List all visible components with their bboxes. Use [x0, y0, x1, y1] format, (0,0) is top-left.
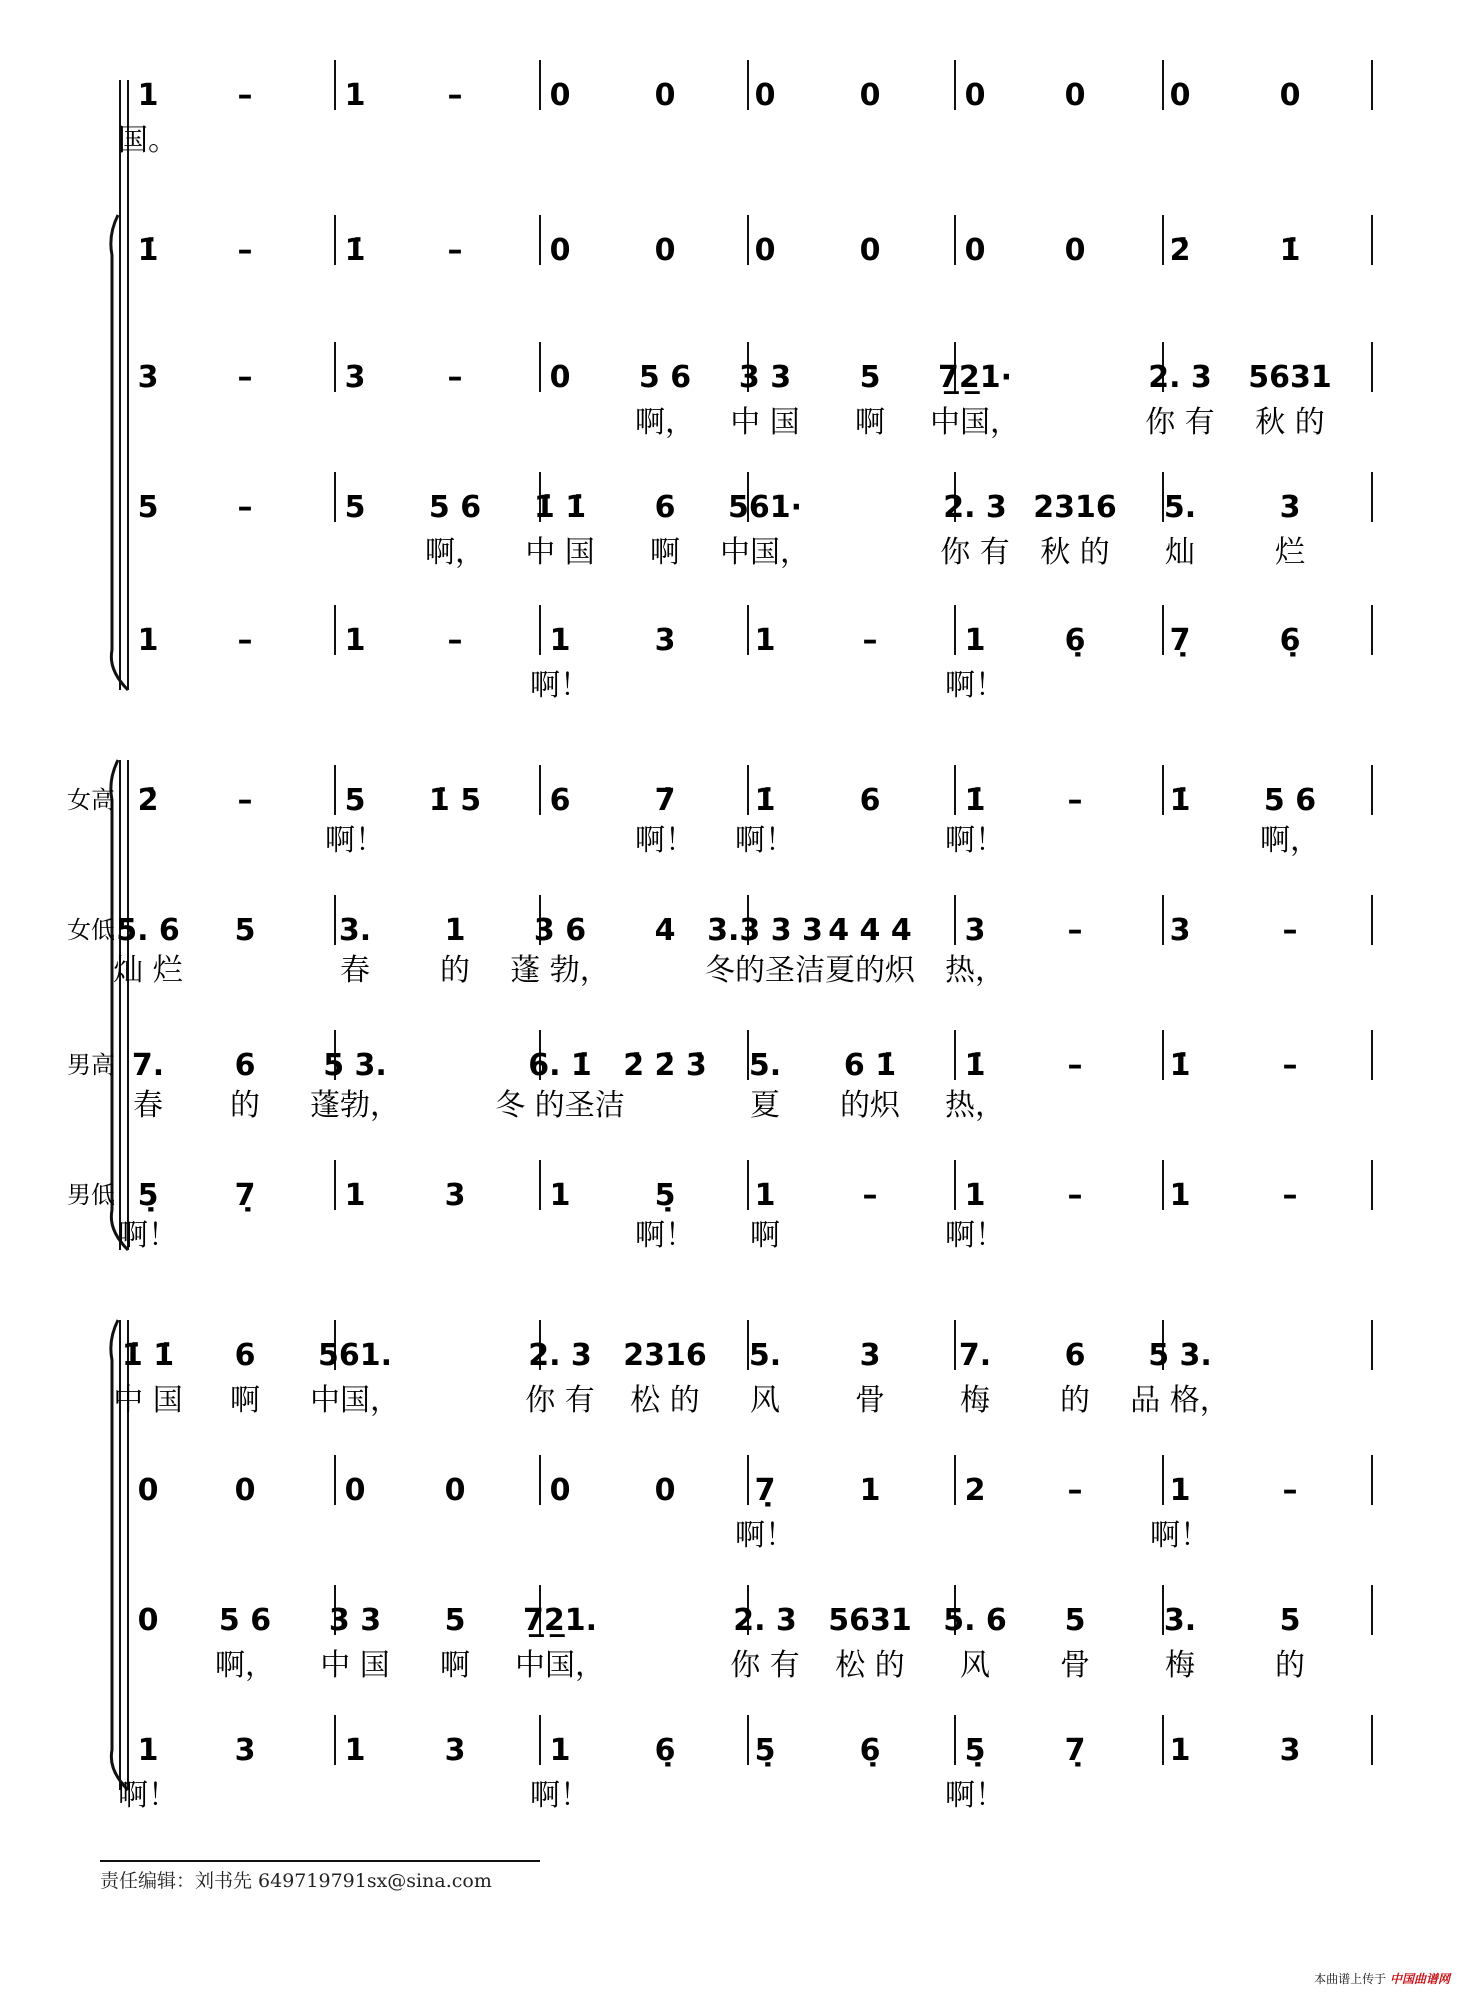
note: 5: [344, 783, 366, 818]
lyric: 中 国: [113, 1383, 183, 1418]
lyric: 中国，: [310, 1383, 400, 1418]
note: 0: [654, 78, 676, 113]
note: –: [1282, 1178, 1298, 1213]
lyric: 国。: [118, 123, 178, 158]
note: 7̣: [234, 1178, 256, 1213]
note: 1: [1169, 1473, 1191, 1508]
lyric: 啊，: [425, 535, 485, 570]
lyric: 蓬 勃，: [510, 953, 610, 988]
editor-credit: 责任编辑：刘书先 649719791sx@sina.com: [100, 1870, 492, 1892]
note: 0: [754, 78, 776, 113]
note: 7̣: [1169, 623, 1191, 658]
note: 1: [137, 1733, 159, 1768]
note: 7̲2̲1·: [937, 360, 1013, 395]
lyric: 热，: [945, 953, 1005, 988]
note: 4: [654, 913, 676, 948]
note: 2. 3: [943, 490, 1007, 525]
note: 3: [234, 1733, 256, 1768]
note: 5.: [748, 1048, 782, 1083]
note: 2̇: [1169, 233, 1191, 268]
note: 1: [964, 1178, 986, 1213]
lyric: 中国，: [720, 535, 810, 570]
note: 5 6: [1263, 783, 1317, 818]
note: 1: [344, 623, 366, 658]
lyric: 的: [440, 953, 470, 988]
note: 3 3: [328, 1603, 382, 1638]
note: 3: [444, 1733, 466, 1768]
note: 1̇ 5: [428, 783, 482, 818]
note: 7.: [131, 1048, 165, 1083]
note: 1̇ 1̇: [121, 1338, 175, 1373]
lyric: 啊: [750, 1218, 780, 1253]
lyric: 啊！: [945, 668, 1005, 703]
lyric: 啊！: [118, 1778, 178, 1813]
lyric: 灿: [1165, 535, 1195, 570]
note: 0: [1064, 78, 1086, 113]
note: –: [447, 78, 463, 113]
note: 5 3.: [1148, 1338, 1212, 1373]
note: –: [237, 783, 253, 818]
note: 2. 3: [528, 1338, 592, 1373]
note: 0: [1064, 233, 1086, 268]
lyric: 品 格，: [1130, 1383, 1230, 1418]
note: –: [1067, 1473, 1083, 1508]
note: 3.3 3 3: [707, 913, 823, 948]
lyric: 啊！: [530, 668, 590, 703]
note: 5: [344, 490, 366, 525]
note: 5̣: [964, 1733, 986, 1768]
note: –: [1067, 1048, 1083, 1083]
note: 1̇: [1279, 233, 1301, 268]
note: 2̇ 2̇ 3̇: [623, 1048, 707, 1083]
note: 3: [654, 623, 676, 658]
note: 6. 1̇: [528, 1048, 592, 1083]
note: 1: [549, 623, 571, 658]
note: 561.: [317, 1338, 393, 1373]
lyric: 风: [750, 1383, 780, 1418]
system-bracket: [120, 80, 128, 690]
note: 3.: [338, 913, 372, 948]
note: 3: [1279, 1733, 1301, 1768]
lyric: 中 国: [730, 405, 800, 440]
note: 6̣: [1064, 623, 1086, 658]
note: 6: [1064, 1338, 1086, 1373]
note: 1: [549, 1733, 571, 1768]
note: 1: [1169, 1178, 1191, 1213]
note: 5: [444, 1603, 466, 1638]
lyric: 风: [960, 1648, 990, 1683]
note: 5. 6: [943, 1603, 1007, 1638]
note: –: [447, 233, 463, 268]
note: 5 6: [638, 360, 692, 395]
note: 3: [444, 1178, 466, 1213]
note: 1̇ 1̇: [533, 490, 587, 525]
note: 0: [964, 233, 986, 268]
note: 1: [549, 1178, 571, 1213]
lyric: 夏的炽: [825, 953, 915, 988]
note: 1̇: [344, 233, 366, 268]
note: 5: [859, 360, 881, 395]
note: 5. 6: [116, 913, 180, 948]
note: 0: [1169, 78, 1191, 113]
lyric: 夏: [750, 1088, 780, 1123]
footer: [100, 1866, 492, 1893]
lyric: 啊: [230, 1383, 260, 1418]
lyric: 中 国: [320, 1648, 390, 1683]
lyric: 中国，: [930, 405, 1020, 440]
voice-label: 女高: [67, 786, 115, 814]
note: 5 6: [428, 490, 482, 525]
note: 5.: [748, 1338, 782, 1373]
lyric: 梅: [960, 1383, 990, 1418]
lyric: 蓬勃，: [310, 1088, 400, 1123]
lyric: 啊！: [635, 1218, 695, 1253]
note: 3.: [1163, 1603, 1197, 1638]
note: –: [1282, 1473, 1298, 1508]
note: 7̇: [654, 783, 676, 818]
note: 0: [137, 1473, 159, 1508]
lyric: 梅: [1165, 1648, 1195, 1683]
note: 3: [964, 913, 986, 948]
lyric: 啊！: [945, 1778, 1005, 1813]
lyric: 的: [230, 1088, 260, 1123]
lyric: 啊！: [735, 823, 795, 858]
note: 2̇: [137, 783, 159, 818]
note: 1: [859, 1473, 881, 1508]
note: 5: [1064, 1603, 1086, 1638]
lyric: 中国，: [515, 1648, 605, 1683]
note: 2316: [623, 1338, 707, 1373]
lyric: 冬 的圣洁: [495, 1088, 625, 1123]
note: 0: [654, 233, 676, 268]
lyric: 松 的: [835, 1648, 905, 1683]
note: 1̇: [754, 783, 776, 818]
lyric: 啊，: [215, 1648, 275, 1683]
lyric: 秋 的: [1040, 535, 1110, 570]
note: 0: [549, 1473, 571, 1508]
system-bracket: [120, 760, 128, 1250]
note: 7̣: [1064, 1733, 1086, 1768]
note: 0: [859, 78, 881, 113]
lyric: 灿 烂: [113, 953, 183, 988]
note: 7̣: [754, 1473, 776, 1508]
note: 5631: [1248, 360, 1332, 395]
note: –: [237, 233, 253, 268]
lyric: 热，: [945, 1088, 1005, 1123]
note: –: [1282, 913, 1298, 948]
note: 1: [344, 1733, 366, 1768]
note: 1: [137, 623, 159, 658]
lyric: 啊！: [1150, 1518, 1210, 1553]
note: –: [237, 360, 253, 395]
note: 6̣: [859, 1733, 881, 1768]
note: 2316: [1033, 490, 1117, 525]
lyric: 啊！: [735, 1518, 795, 1553]
note: 3: [1169, 913, 1191, 948]
note: –: [447, 623, 463, 658]
note: 5̣: [137, 1178, 159, 1213]
lyric: 啊: [440, 1648, 470, 1683]
note: –: [1282, 1048, 1298, 1083]
note: 6: [234, 1048, 256, 1083]
lyric: 啊: [650, 535, 680, 570]
lyric: 啊！: [325, 823, 385, 858]
note: 5: [137, 490, 159, 525]
note: 6: [234, 1338, 256, 1373]
lyric: 你 有: [940, 535, 1010, 570]
lyric: 烂: [1275, 535, 1305, 570]
note: 3: [137, 360, 159, 395]
lyric: 你 有: [1145, 405, 1215, 440]
note: 0: [444, 1473, 466, 1508]
note: 1: [444, 913, 466, 948]
note: 6 1̇: [843, 1048, 897, 1083]
lyric: 骨: [1060, 1648, 1090, 1683]
note: 0: [964, 78, 986, 113]
lyric: 秋 的: [1255, 405, 1325, 440]
note: 1: [344, 78, 366, 113]
note: –: [862, 623, 878, 658]
site-logo-text: 中国曲谱网: [1389, 1972, 1450, 1986]
note: 1: [137, 78, 159, 113]
note: 3 3: [738, 360, 792, 395]
upload-credit: [1314, 1970, 1450, 1987]
note: 5: [234, 913, 256, 948]
note: 0: [344, 1473, 366, 1508]
note: 1̇: [964, 1048, 986, 1083]
note: 561·: [727, 490, 803, 525]
note: –: [237, 490, 253, 525]
note: 1: [964, 623, 986, 658]
footer-rule: [100, 1860, 540, 1862]
lyric: 啊，: [1260, 823, 1320, 858]
lyric: 松 的: [630, 1383, 700, 1418]
note: 5̣: [654, 1178, 676, 1213]
note: –: [447, 360, 463, 395]
note: –: [862, 1178, 878, 1213]
note: 6̣: [1279, 623, 1301, 658]
lyric: 你 有: [525, 1383, 595, 1418]
note: 5631: [828, 1603, 912, 1638]
lyric: 啊，: [635, 405, 695, 440]
lyric: 冬的圣洁: [705, 953, 825, 988]
note: 0: [549, 233, 571, 268]
note: 1̇: [964, 783, 986, 818]
note: 1: [754, 1178, 776, 1213]
note: 0: [754, 233, 776, 268]
note: –: [1067, 913, 1083, 948]
lyric: 春: [133, 1088, 163, 1123]
note: 6̣: [654, 1733, 676, 1768]
note: 1̇: [1169, 783, 1191, 818]
lyric: 啊！: [945, 823, 1005, 858]
note: 5.: [1163, 490, 1197, 525]
note: 5 6: [218, 1603, 272, 1638]
note: 3 6: [533, 913, 587, 948]
lyric: 啊！: [635, 823, 695, 858]
note: 0: [549, 78, 571, 113]
lyric: 的: [1275, 1648, 1305, 1683]
lyric: 骨: [855, 1383, 885, 1418]
note: 4 4 4: [828, 913, 912, 948]
lyric: 啊！: [945, 1218, 1005, 1253]
note: 0: [234, 1473, 256, 1508]
note: 0: [549, 360, 571, 395]
voice-label: 女低: [67, 916, 115, 944]
note: 2. 3: [733, 1603, 797, 1638]
note: 7̲2̲1.: [522, 1603, 598, 1638]
note: 2: [964, 1473, 986, 1508]
lyric: 的: [1060, 1383, 1090, 1418]
lyric: 啊: [855, 405, 885, 440]
note: 5̣: [754, 1733, 776, 1768]
note: 3: [859, 1338, 881, 1373]
note: 3: [344, 360, 366, 395]
note: 5: [1279, 1603, 1301, 1638]
note: 1̇: [137, 233, 159, 268]
note: 1: [754, 623, 776, 658]
upload-prefix: 本曲谱上传于: [1314, 1972, 1387, 1986]
lyric: 你 有: [730, 1648, 800, 1683]
note: –: [237, 623, 253, 658]
lyric: 中 国: [525, 535, 595, 570]
lyric: 啊！: [530, 1778, 590, 1813]
note: 0: [859, 233, 881, 268]
note: 6: [654, 490, 676, 525]
note: 0: [137, 1603, 159, 1638]
lyric: 春: [340, 953, 370, 988]
note: 6: [859, 783, 881, 818]
note: 1: [1169, 1733, 1191, 1768]
note: –: [1067, 1178, 1083, 1213]
note: 2. 3: [1148, 360, 1212, 395]
note: 1̇: [1169, 1048, 1191, 1083]
lyric: 的炽: [840, 1088, 900, 1123]
note: 0: [1279, 78, 1301, 113]
voice-label: 男高: [67, 1051, 115, 1079]
lyric: 啊！: [118, 1218, 178, 1253]
voice-label: 男低: [67, 1181, 115, 1209]
note: 5 3.: [323, 1048, 387, 1083]
note: 3: [1279, 490, 1301, 525]
note: 1: [344, 1178, 366, 1213]
note: 7.: [958, 1338, 992, 1373]
note: –: [237, 78, 253, 113]
note: 6: [549, 783, 571, 818]
note: –: [1067, 783, 1083, 818]
note: 0: [654, 1473, 676, 1508]
